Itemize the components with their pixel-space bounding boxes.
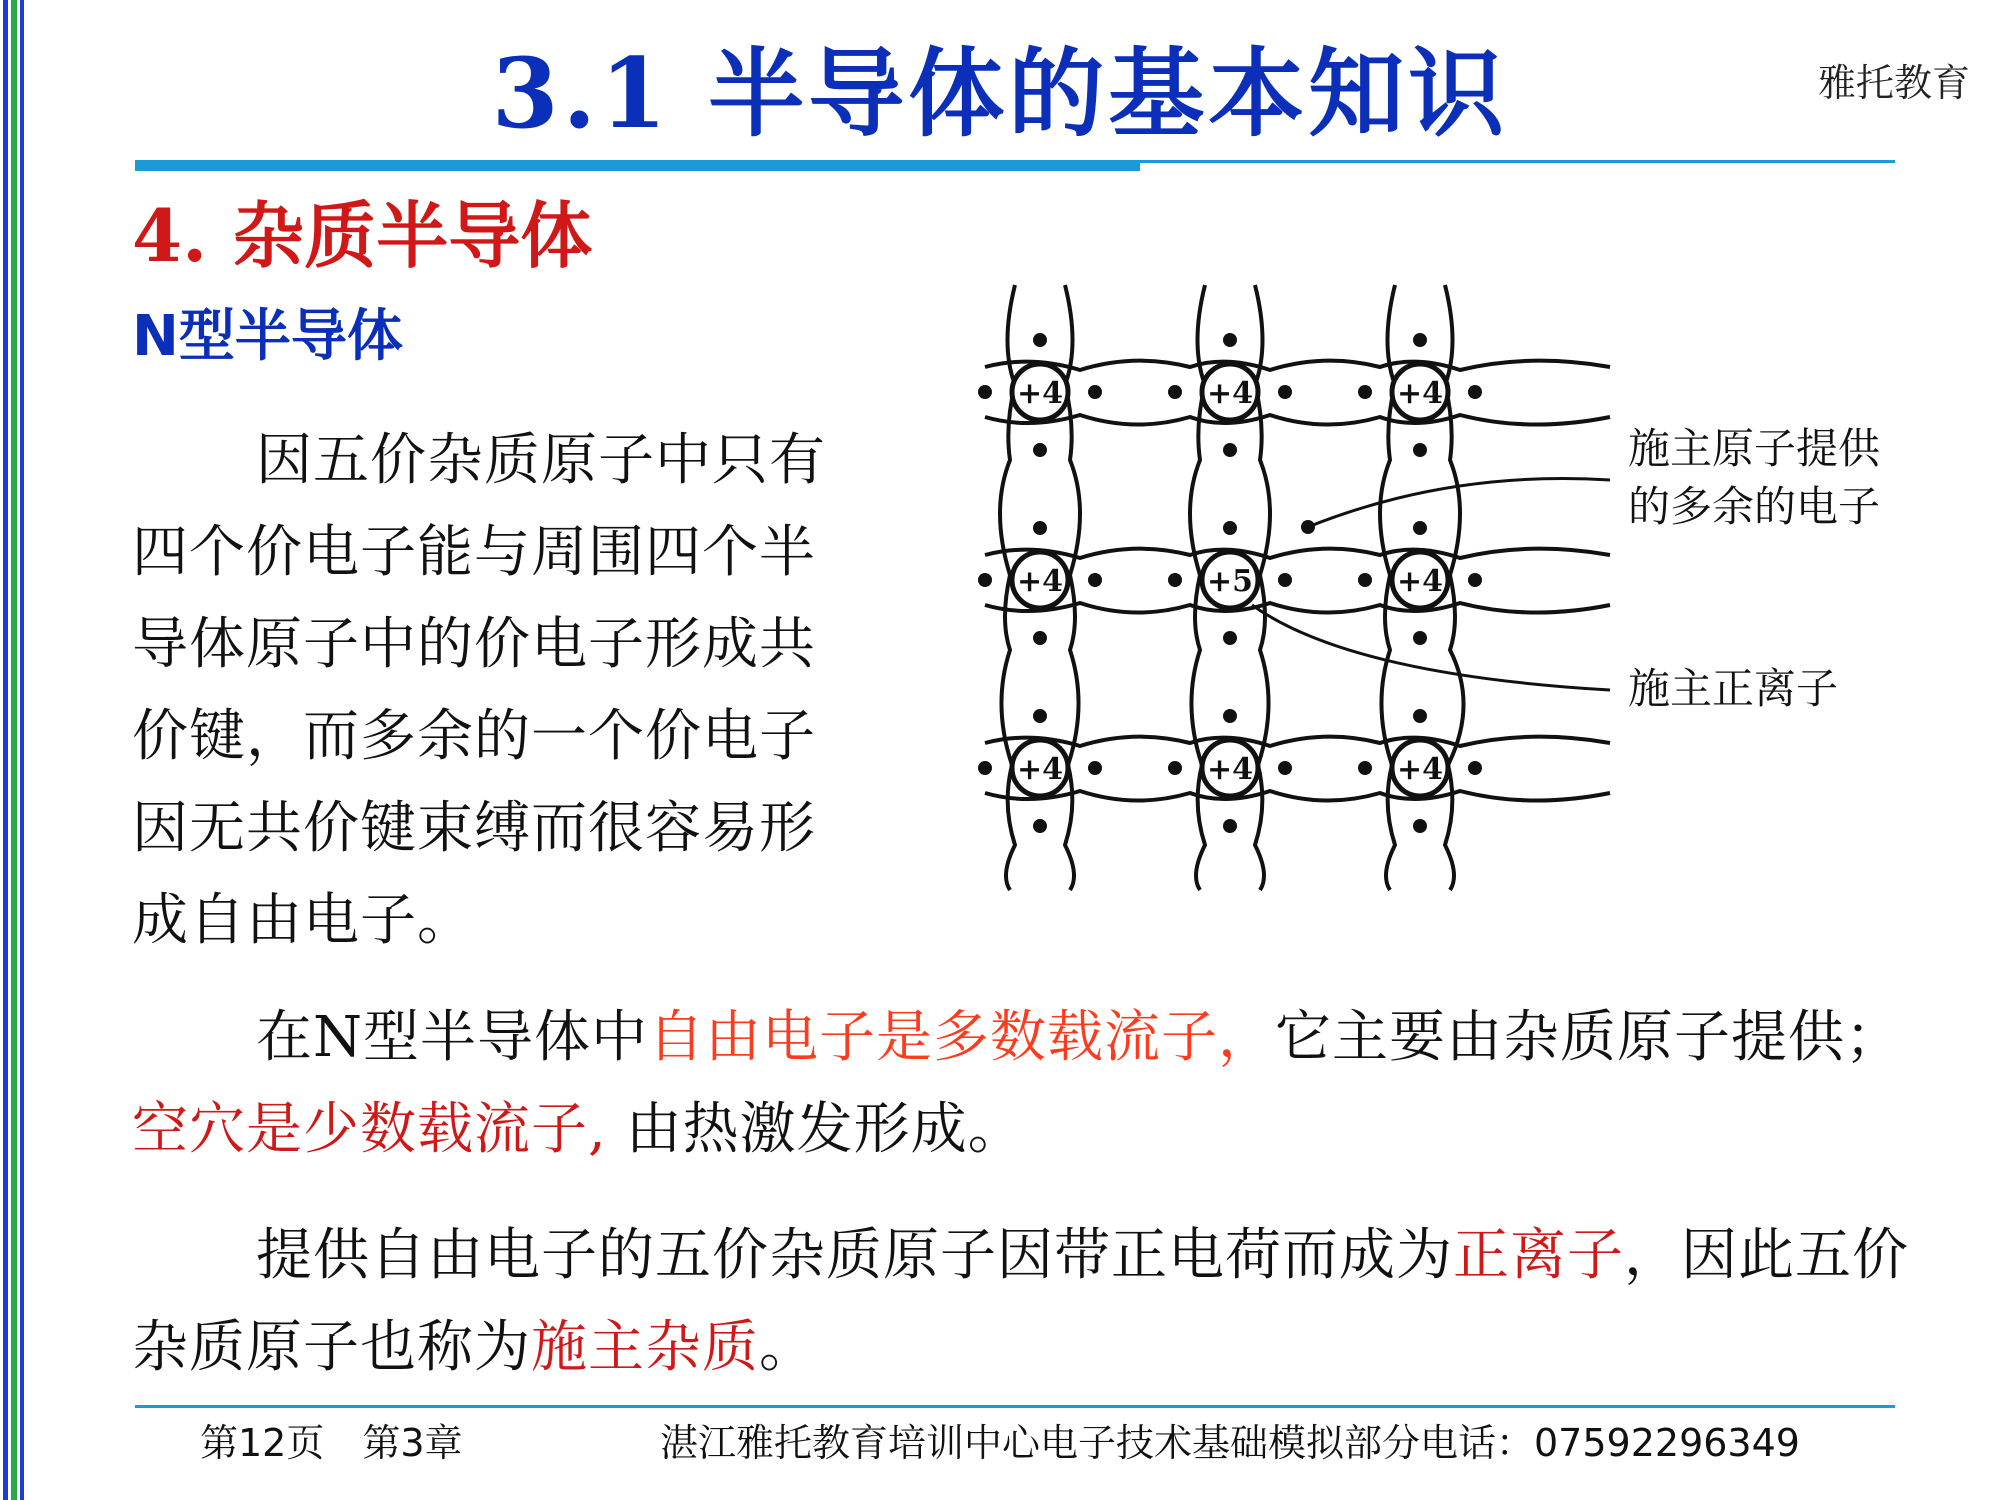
- paragraph-donor: [132, 1210, 1932, 1394]
- edge-stripe-green: [11, 0, 17, 1500]
- text-run: ，因此五价杂质原子也称为: [132, 1223, 1909, 1380]
- atom-label: +4: [1016, 564, 1064, 599]
- title-rule-thin: [135, 160, 1895, 163]
- edge-stripe-blue-2: [20, 0, 24, 1500]
- highlight-donor-impurity: 施主杂质: [531, 1315, 759, 1380]
- atom-label: +4: [1016, 376, 1064, 411]
- section-heading: 4. 杂质半导体: [132, 193, 593, 278]
- footer-contact: 湛江雅托教育培训中心电子技术基础模拟部分电话：07592296349: [660, 1421, 1800, 1465]
- edge-stripe-blue-1: [3, 0, 8, 1500]
- highlight-majority-carrier: 自由电子是多数载流子，: [648, 1005, 1275, 1070]
- atom-label: +4: [1396, 752, 1444, 787]
- n-type-lattice-diagram: [970, 275, 1630, 900]
- annotation-extra-electron: 施主原子提供的多余的电子: [1628, 424, 1881, 531]
- text-run: 在N型半导体中: [256, 1005, 648, 1070]
- subsection-heading: N型半导体: [132, 304, 403, 369]
- text-run: 提供自由电子的五价杂质原子因带正电荷而成为: [256, 1223, 1453, 1288]
- text-run: 。: [759, 1315, 816, 1380]
- atom-label-donor: +5: [1206, 564, 1254, 599]
- atom-label: +4: [1396, 564, 1444, 599]
- atom-label: +4: [1396, 376, 1444, 411]
- highlight-positive-ion: 正离子: [1453, 1223, 1624, 1288]
- text-run: 由热激发形成。: [606, 1097, 1025, 1162]
- atom-label: +4: [1206, 376, 1254, 411]
- slide-title: 3.1 半导体的基本知识: [491, 37, 1509, 150]
- brand-label: 雅托教育: [1817, 61, 1970, 105]
- atom-label: +4: [1206, 752, 1254, 787]
- text-run: 它主要由杂质原子提供；: [1275, 1005, 1902, 1070]
- highlight-minority-carrier: 空穴是少数载流子,: [132, 1097, 607, 1162]
- paragraph-carriers: [132, 992, 1912, 1176]
- footer-rule: [135, 1405, 1895, 1408]
- annotation-donor-ion: 施主正离子: [1628, 664, 1839, 713]
- footer-page-number: 第12页 第3章: [200, 1421, 463, 1465]
- atom-label: +4: [1016, 752, 1064, 787]
- paragraph-explanation: 因五价杂质原子中只有四个价电子能与周围四个半导体原子中的价电子形成共价键，而多余的一个价电子因无共价键束缚而很容易形成自由电子。: [132, 428, 826, 953]
